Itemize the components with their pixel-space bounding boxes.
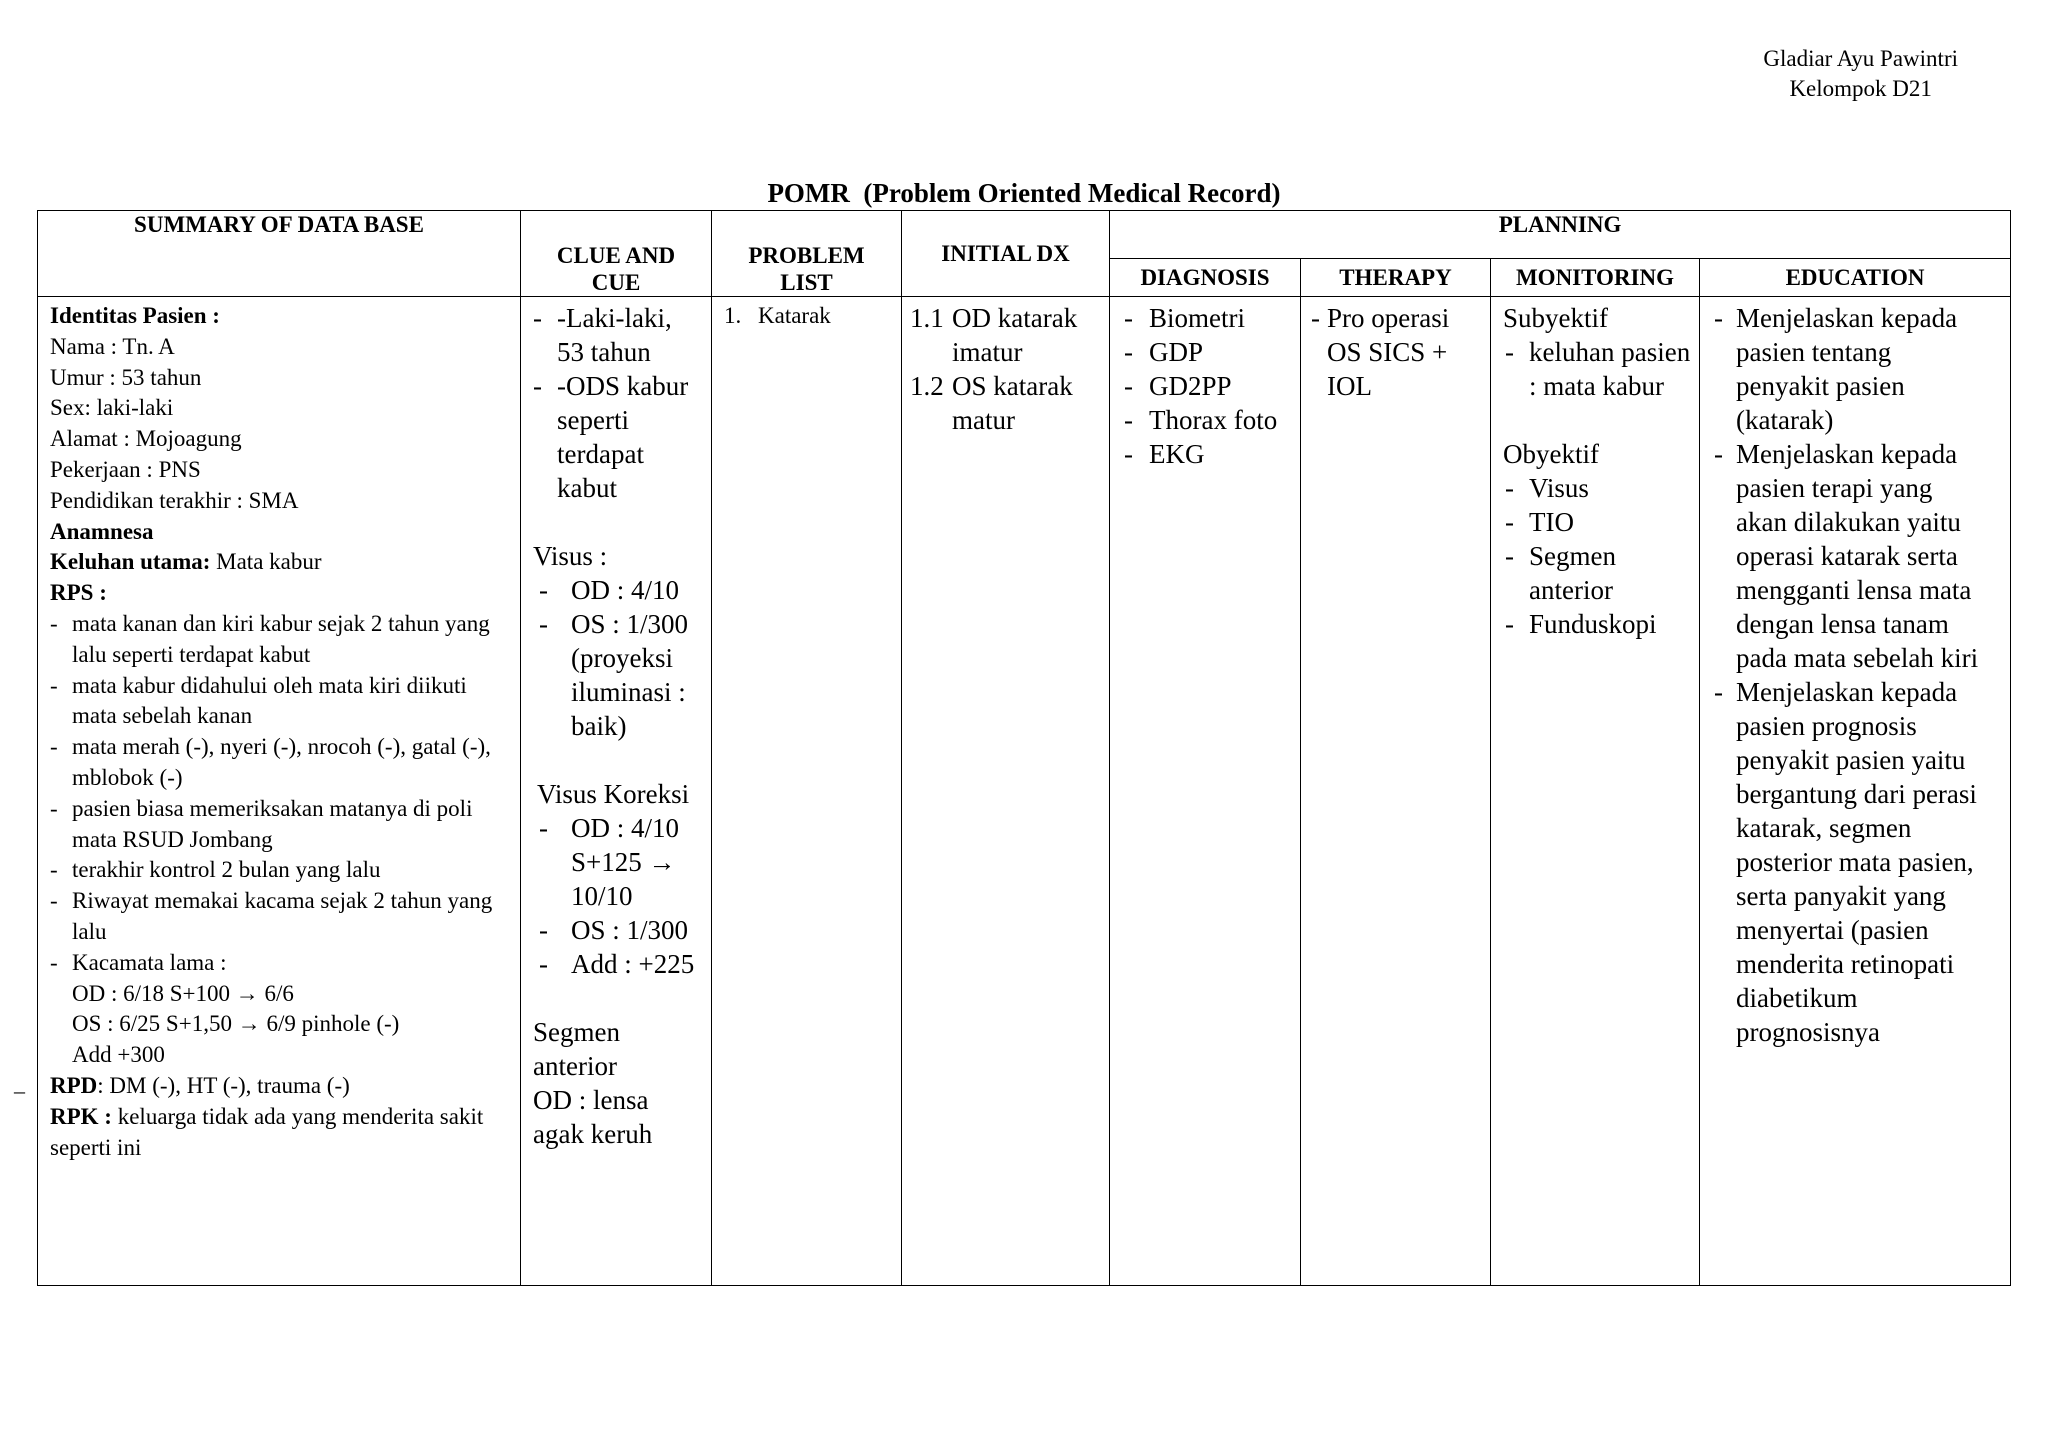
education-item: - Menjelaskan kepada pasien terapi yang akan dilakukan yaitu operasi katarak serta mengganti lensa mata dengan lensa tanam pada mata sebelah kiri: [1714, 439, 1979, 673]
obyektif-item: - Funduskopi: [1505, 609, 1657, 639]
keluhan-utama: [50, 547, 510, 578]
clue-text: -ODS kabur seperti terdapat kabut: [557, 371, 689, 503]
diagnosis-item: - GD2PP: [1124, 371, 1232, 401]
problem-item: 1. Katarak: [724, 303, 831, 328]
keluhan-label: Keluhan utama:: [50, 549, 211, 575]
segmen-od: OD : lensa agak keruh: [533, 1085, 653, 1149]
rps-item: - Kacamata lama :: [50, 949, 227, 975]
therapy-cell: [1301, 297, 1491, 1286]
initial-dx-cell: [902, 297, 1110, 1286]
summary-cell: [38, 297, 521, 1286]
rpd-value: : DM (-), HT (-), trauma (-): [97, 1072, 350, 1098]
rpk-value: keluarga tidak ada yang menderita sakit seperti ini: [50, 1103, 484, 1160]
rps-item: - mata kanan dan kiri kabur sejak 2 tahun yang lalu seperti terdapat kabut: [50, 610, 490, 667]
rpd-line: [50, 1071, 510, 1102]
clue-line: - -ODS kabur seperti terdapat kabut: [533, 371, 689, 503]
kacamata-od: OD : 6/18 S+100 → 6/6: [72, 980, 294, 1006]
header-clue: CLUE AND CUE: [521, 211, 712, 297]
rps-item: - mata kabur didahului oleh mata kiri diikuti mata sebelah kanan: [50, 672, 467, 729]
education-item: - Menjelaskan kepada pasien tentang penyakit pasien (katarak): [1714, 303, 1958, 435]
header-planning: PLANNING: [1110, 211, 2011, 259]
rps-item: - terakhir kontrol 2 bulan yang lalu: [50, 857, 381, 883]
header-therapy: THERAPY: [1301, 259, 1491, 297]
visus-item: - OS : 1/300 (proyeksi iluminasi : baik): [539, 609, 689, 741]
author-block: [1763, 44, 1958, 104]
subyektif-heading: Subyektif: [1503, 303, 1608, 333]
diagnosis-item: - GDP: [1124, 337, 1204, 367]
header-monitoring: MONITORING: [1491, 259, 1700, 297]
rpd-label: RPD: [50, 1072, 98, 1098]
education-item: - Menjelaskan kepada pasien prognosis penyakit pasien yaitu bergantung dari perasi katarak, segmen posterior mata pasien, serta panyakit yang menyertai (pasien menderita retinopati diabetikum prognosisnya: [1714, 677, 1977, 1047]
problem-list-cell: [712, 297, 902, 1286]
diagnosis-cell: [1110, 297, 1301, 1286]
diagnosis-item: - Biometri: [1124, 303, 1245, 333]
identitas-line: Umur : 53 tahun: [50, 364, 202, 390]
rps-heading: RPS :: [50, 580, 107, 606]
visus-item: - OD : 4/10: [539, 575, 679, 605]
obyektif-heading: Obyektif: [1503, 439, 1599, 469]
initial-dx-item: 1.1 OD katarak imatur: [910, 303, 1078, 367]
rps-item: - Riwayat memakai kacama sejak 2 tahun yang lalu: [50, 888, 493, 944]
diagnosis-item: - Thorax foto: [1124, 405, 1278, 435]
margin-dash: –: [14, 1078, 25, 1103]
keluhan-value: Mata kabur: [210, 549, 322, 575]
header-education: EDUCATION: [1700, 259, 2011, 297]
kacamata-os: OS : 6/25 S+1,50 → 6/9 pinhole (-): [72, 1011, 400, 1037]
kacamata-add: Add +300: [72, 1042, 165, 1068]
clue-cell: [521, 297, 712, 1286]
koreksi-item: - OS : 1/300: [539, 915, 689, 945]
diagnosis-item: - EKG: [1124, 439, 1205, 469]
visus-heading: Visus :: [533, 541, 608, 571]
initial-dx-item: 1.2 OS katarak matur: [910, 371, 1073, 435]
koreksi-item: - OD : 4/10 S+125 → 10/10: [539, 813, 679, 911]
koreksi-item: - Add : +225: [539, 949, 695, 979]
identitas-line: Alamat : Mojoagung: [50, 426, 242, 452]
anamnesa-heading: Anamnesa: [50, 518, 154, 544]
subyektif-item: - keluhan pasien : mata kabur: [1505, 337, 1691, 401]
document-title: POMR (Problem Oriented Medical Record): [767, 178, 1281, 208]
clue-line: - -Laki-laki, 53 tahun: [533, 303, 672, 367]
rpk-label: RPK :: [50, 1103, 112, 1129]
clue-text: -Laki-laki, 53 tahun: [557, 303, 672, 367]
header-diagnosis: DIAGNOSIS: [1110, 259, 1301, 297]
rps-item: - pasien biasa memeriksakan matanya di poli mata RSUD Jombang: [50, 795, 473, 852]
pomr-table: [37, 210, 2011, 1286]
identitas-line: Nama : Tn. A: [50, 333, 175, 359]
author-name: Gladiar Ayu Pawintri: [1763, 46, 1958, 71]
obyektif-item: - TIO: [1505, 507, 1574, 537]
therapy-item: - Pro operasi OS SICS + IOL: [1311, 303, 1450, 401]
rpk-line: [50, 1102, 510, 1164]
identitas-line: Pendidikan terakhir : SMA: [50, 487, 299, 513]
identitas-line: Sex: laki-laki: [50, 395, 174, 421]
education-cell: [1700, 297, 2011, 1286]
obyektif-item: - Segmen anterior: [1505, 541, 1616, 605]
segmen-heading: Segmen anterior: [533, 1017, 620, 1081]
obyektif-item: - Visus: [1505, 473, 1589, 503]
visus-koreksi-heading: Visus Koreksi: [537, 779, 690, 809]
identitas-heading: Identitas Pasien :: [50, 303, 220, 328]
header-problem-list: PROBLEM LIST: [712, 211, 902, 297]
monitoring-cell: [1491, 297, 1700, 1286]
header-summary: SUMMARY OF DATA BASE: [38, 211, 521, 297]
identitas-line: Pekerjaan : PNS: [50, 456, 201, 482]
group-label: Kelompok D21: [1789, 76, 1932, 101]
rps-item: - mata merah (-), nyeri (-), nrocoh (-), gatal (-), mblobok (-): [50, 734, 491, 790]
header-initial-dx: INITIAL DX: [902, 211, 1110, 297]
